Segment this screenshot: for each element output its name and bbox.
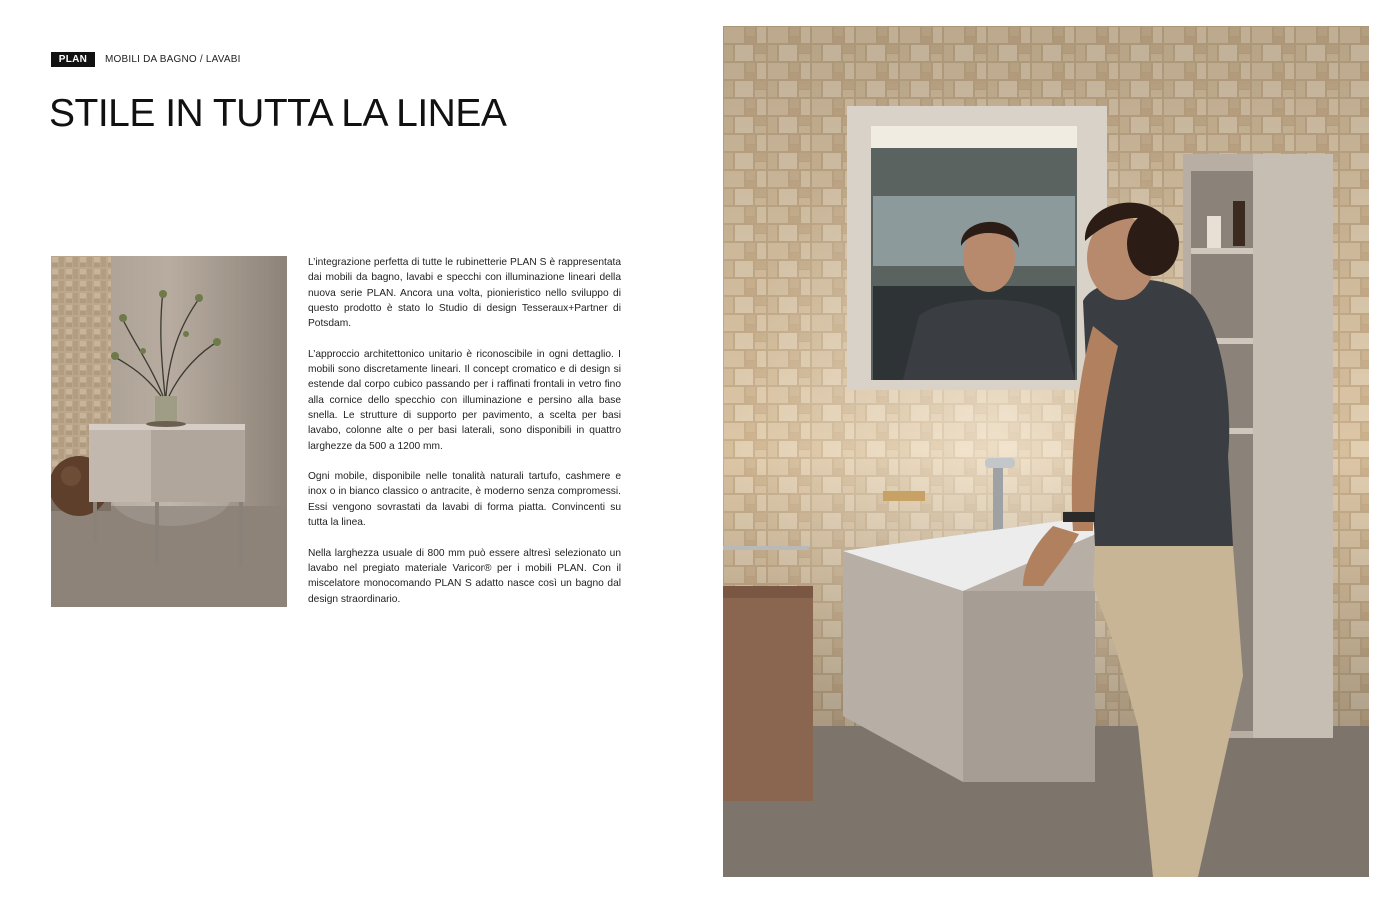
paragraph: L’approccio architettonico unitario è riconoscibile in ogni dettaglio. I mobili sono discretamente lineari. Il concept cromatico e di design si estende dal corpo cubico passando per i raffinati frontali in vetro fino alla cornice dello specchio con illuminazione e persino alla base snella. Le strutture di supporto per pavimento, a scelta per basi lavabo, colonne alte o per basi laterali, sono disponibili in quattro larghezze da 500 a 1200 mm.: [308, 348, 621, 452]
series-tag: PLAN: [51, 52, 95, 67]
bathroom-photo: [723, 26, 1369, 877]
paragraph: Nella larghezza usuale di 800 mm può essere altresì selezionato un lavabo nel pregiato materiale Varicor® per i mobili PLAN. Con il miscelatore monocomando PLAN S adatto nasce così un bagno dal design straordinario.: [308, 547, 621, 605]
cabinet-photo: [51, 256, 287, 607]
page-title: STILE IN TUTTA LA LINEA: [49, 92, 507, 135]
paragraph: L’integrazione perfetta di tutte le rubinetterie PLAN S è rappresentata dai mobili da bagno, lavabi e specchi con illuminazione lineari della nuova serie PLAN. Ancora una volta, pionieristico nello sviluppo di questo prodotto è stato lo Studio di design Tesseraux+Partner di Potsdam.: [308, 257, 621, 330]
body-text: [308, 255, 621, 622]
breadcrumb: MOBILI DA BAGNO / LAVABI: [105, 54, 241, 65]
paragraph: Ogni mobile, disponibile nelle tonalità naturali tartufo, cashmere e inox o in bianco classico o antracite, è moderno senza compromessi. Essi vengono sovrastati da lavabi di forma piatta. Convincenti su tutta la linea.: [308, 471, 621, 529]
